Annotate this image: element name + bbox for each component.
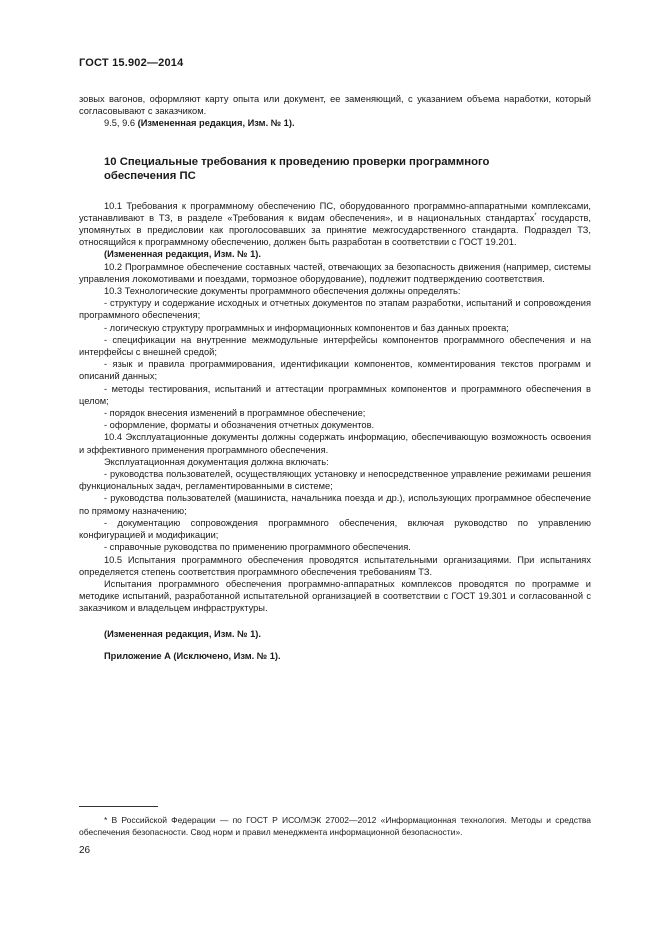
paragraph-continuation: зовых вагонов, оформляют карту опыта или документ, ее заменяющий, с указанием объема наработки, который согласовывают с заказчиком.	[79, 94, 591, 117]
paragraph-10-1-b: государств, упомянутых в предисловии как проголосовавших за принятие межгосударственного стандарта. Подраздел ТЗ, относящийся к программному обеспечению, должен быть разработан в соответствии с ГОСТ 19.201.	[79, 212, 591, 248]
footnote	[79, 814, 591, 838]
list-item: - порядок внесения изменений в программное обеспечение;	[104, 408, 366, 419]
paragraph-testing: Испытания программного обеспечения программно-аппаратных комплексов проводятся по программе и методике испытаний, разработанной испытательной организацией в соответствии с ГОСТ 19.301 и согласованной с заказчиком и владельцем инфраструктуры.	[79, 578, 591, 614]
paragraph-ops-docs: Эксплуатационная документация должна включать:	[104, 456, 329, 467]
page-number: 26	[79, 845, 91, 856]
paragraph-10-3: 10.3 Технологические документы программного обеспечения должны определять:	[104, 286, 461, 297]
document-header: ГОСТ 15.902—2014	[79, 57, 184, 69]
appendix-note: Приложение А (Исключено, Изм. № 1).	[104, 650, 281, 661]
list-item: - структуру и содержание исходных и отчетных документов по этапам разработки, испытаний и сопровождения программного обеспечения;	[79, 298, 591, 321]
section-title: 10 Специальные требования к проведению проверки программного обеспечения ПС	[104, 155, 490, 183]
list-item: - руководства пользователей, осуществляющих установку и непосредственное управление режимами решения функциональных задач, регламентированными в системе;	[79, 469, 591, 492]
list-item: - руководства пользователей (машиниста, начальника поезда и др.), использующих программное обеспечение по прямому назначению;	[79, 493, 591, 516]
paragraph-10-1	[79, 200, 591, 249]
footnote-divider	[79, 806, 158, 807]
list-item: - оформление, форматы и обозначения отчетных документов.	[104, 420, 375, 431]
list-item: - документацию сопровождения программного обеспечения, включая руководство по управлению конфигурацией и модификации;	[79, 517, 591, 541]
amendment-note: (Измененная редакция, Изм. № 1).	[104, 628, 261, 639]
clause-ref: 9.5, 9.6	[104, 118, 138, 129]
spacer	[79, 640, 591, 650]
list-item: - методы тестирования, испытаний и аттестации программных компонентов и программного обеспечения в целом;	[79, 383, 591, 406]
list-item: - логическую структуру программных и информационных компонентов и баз данных проекта;	[104, 322, 509, 333]
amendment-note: (Измененная редакция, Изм. № 1).	[104, 249, 261, 260]
list-item: - язык и правила программирования, идентификации компонентов, комментирования текстов программ и описаний данных;	[79, 359, 591, 382]
list-item: - спецификации на внутренние межмодульные интерфейсы компонентов программного обеспечения и на интерфейсы с внешней средой;	[79, 334, 591, 358]
list-item: - справочные руководства по применению программного обеспечения.	[104, 542, 411, 553]
footnote-text: * В Российской Федерации — по ГОСТ Р ИСО/МЭК 27002—2012 «Информационная технология. Методы и средства обеспечения безопасности. Свод норм и правил менеджмента информационной безопасности».	[79, 815, 591, 837]
paragraph-10-1-a: 10.1 Требования к программному обеспечению ПС, оборудованного программно-аппаратными комплексами, устанавливают в ТЗ, в разделе «Требования к видам обеспечения», и в национальных стандартах	[79, 200, 591, 223]
paragraph-10-2: 10.2 Программное обеспечение составных частей, отвечающих за безопасность движения (например, системы управления локомотивами и поездами, тормозное оборудование), подлежит подтверждению соответствия.	[79, 261, 591, 284]
paragraph-10-5: 10.5 Испытания программного обеспечения проводятся испытательными организациями. При испытаниях определяется степень соответствия программного обеспечения требованиям ТЗ.	[79, 554, 591, 577]
amendment-note: (Измененная редакция, Изм. № 1).	[137, 118, 295, 129]
document-body	[79, 93, 591, 662]
paragraph-10-4: 10.4 Эксплуатационные документы должны содержать информацию, обеспечивающую возможность освоения и эффективного применения программного обеспечения.	[79, 432, 591, 455]
spacer	[79, 615, 591, 628]
footnote-marker: *	[534, 212, 537, 219]
paragraph-9-5	[79, 117, 591, 129]
